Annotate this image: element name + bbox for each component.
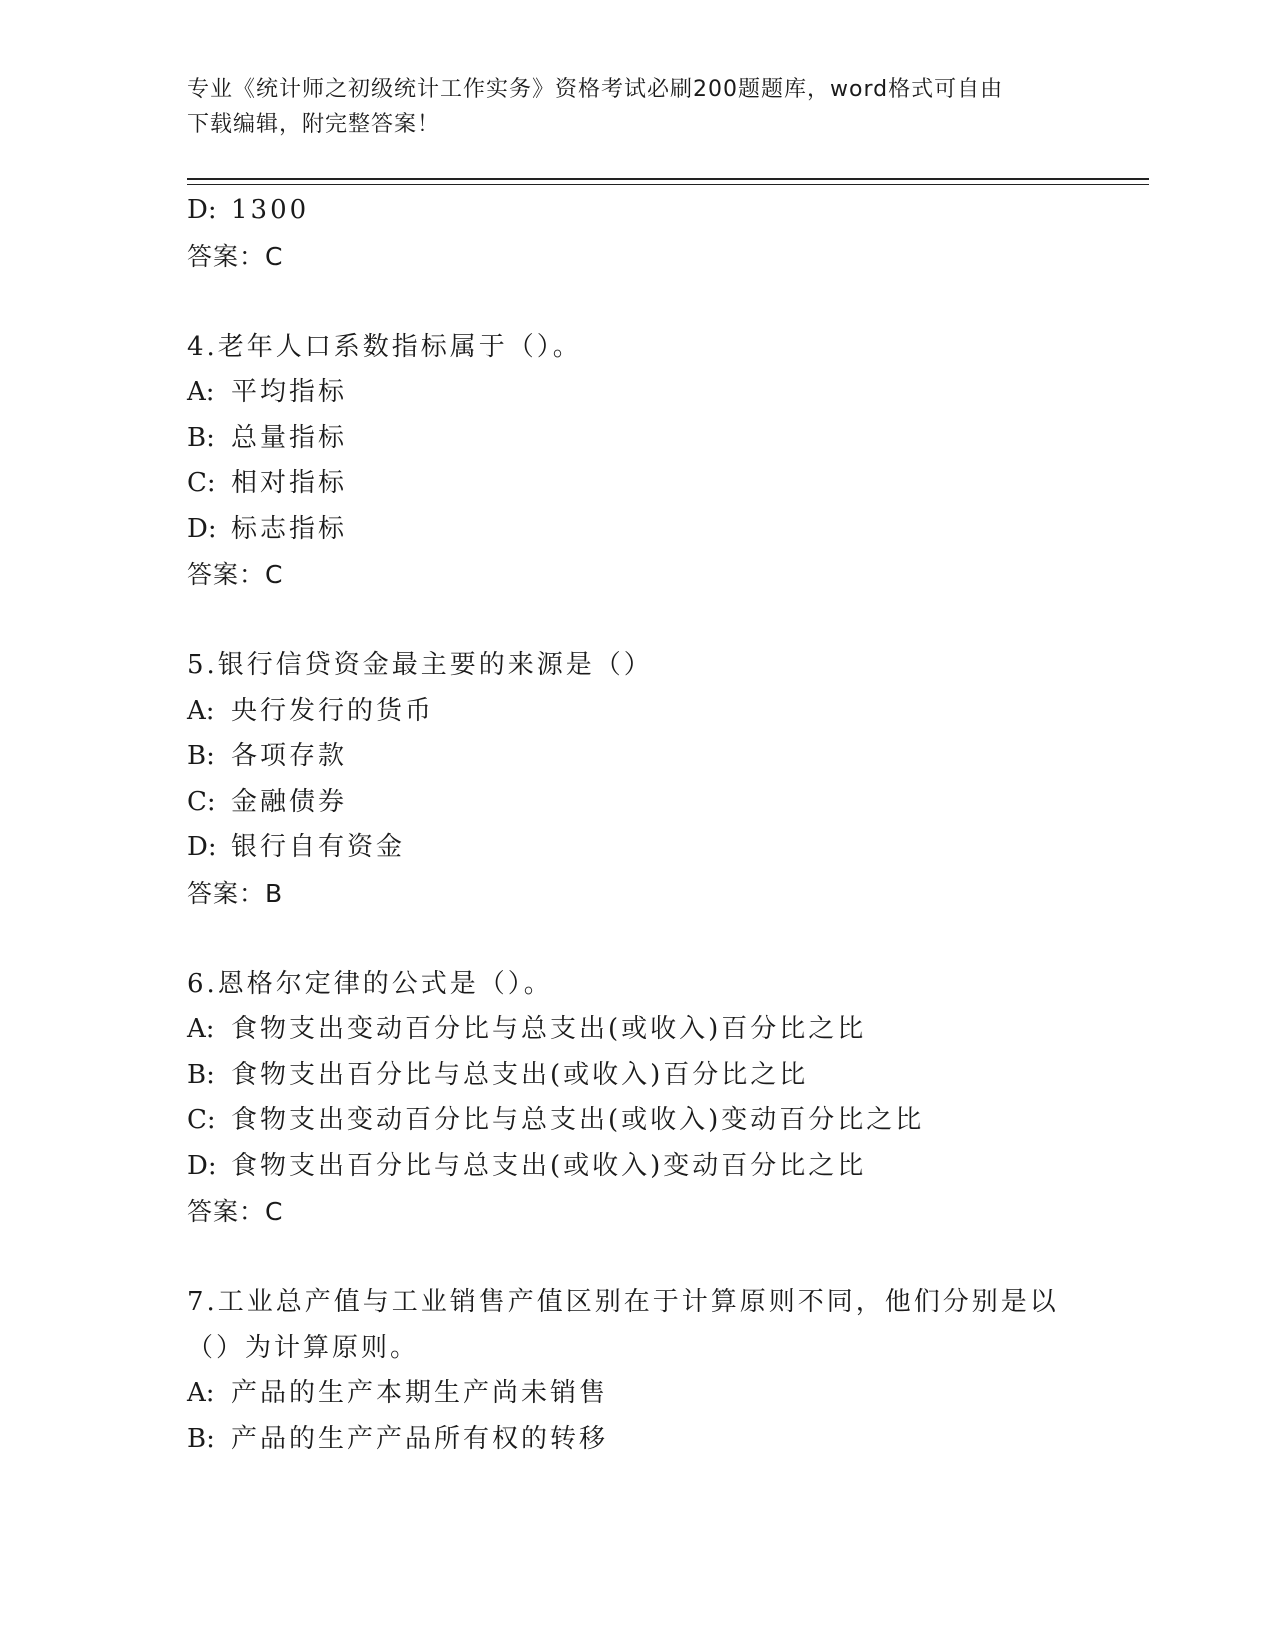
option-text: 食物支出百分比与总支出(或收入)百分比之比 <box>231 1059 809 1090</box>
q6-option-a <box>187 1007 1149 1053</box>
option-text: 食物支出变动百分比与总支出(或收入)变动百分比之比 <box>231 1105 925 1135</box>
q4-answer: 答案：C <box>187 560 284 589</box>
option-label: C: <box>187 1105 216 1135</box>
q7-option-a <box>187 1371 1149 1417</box>
q6-answer: 答案：C <box>187 1197 284 1226</box>
option-text: 食物支出变动百分比与总支出(或收入)百分比之比 <box>231 1014 867 1044</box>
option-label: A: <box>187 695 215 726</box>
option-label: B: <box>187 1423 215 1454</box>
option-label: A: <box>187 1014 215 1044</box>
spacer <box>187 279 1149 325</box>
option-text: 产品的生产产品所有权的转移 <box>231 1423 609 1454</box>
option-text: 各项存款 <box>231 741 348 771</box>
option-label: C: <box>187 786 216 817</box>
header-line-2: 下载编辑，附完整答案！ <box>187 112 441 137</box>
q4-option-d <box>187 507 1149 553</box>
q4-option-a <box>187 370 1149 416</box>
q5-answer: 答案：B <box>187 878 284 908</box>
q5-option-b <box>187 734 1149 780</box>
option-text: 相对指标 <box>231 468 348 498</box>
q5-option-c <box>187 780 1149 826</box>
q6-stem: 6.恩格尔定律的公式是（）。 <box>187 968 553 999</box>
question-list <box>187 188 1149 1462</box>
option-label: A: <box>187 377 215 407</box>
spacer <box>187 1235 1149 1281</box>
q5-option-d <box>187 825 1149 871</box>
option-label: D: <box>187 832 217 862</box>
q4-stem: 4.老年人口系数指标属于（）。 <box>187 331 582 362</box>
spacer <box>187 916 1149 962</box>
option-text: 1300 <box>231 195 310 225</box>
q3-option-d <box>187 188 1149 234</box>
option-text: 平均指标 <box>231 377 348 407</box>
q5-stem: 5.银行信贷资金最主要的来源是（） <box>187 650 653 680</box>
option-label: C: <box>187 468 216 498</box>
q6-option-b <box>187 1053 1149 1099</box>
option-text: 总量指标 <box>231 422 348 453</box>
document-header <box>187 72 1077 142</box>
option-text: 银行自有资金 <box>231 832 406 862</box>
q7-option-b <box>187 1417 1149 1463</box>
header-line-1: 专业《统计师之初级统计工作实务》资格考试必刷200题题库，word格式可自由 <box>187 77 1004 102</box>
option-label: D: <box>187 195 217 225</box>
q5-option-a <box>187 689 1149 735</box>
q3-answer: 答案：C <box>187 241 284 271</box>
option-text: 金融债券 <box>231 786 348 817</box>
header-rule-thick <box>187 178 1149 180</box>
q6-option-d <box>187 1144 1149 1190</box>
option-label: B: <box>187 422 215 453</box>
option-label: D: <box>187 1150 217 1181</box>
option-label: B: <box>187 741 215 771</box>
option-label: A: <box>187 1378 215 1408</box>
spacer <box>187 598 1149 644</box>
q6-option-c <box>187 1098 1149 1144</box>
option-text: 产品的生产本期生产尚未销售 <box>231 1378 609 1408</box>
q4-option-c <box>187 461 1149 507</box>
option-label: D: <box>187 513 217 544</box>
option-text: 央行发行的货币 <box>231 695 435 726</box>
option-text: 标志指标 <box>231 513 348 544</box>
q7-stem-line-2: （）为计算原则。 <box>187 1332 420 1363</box>
header-rule-thin <box>187 184 1149 185</box>
q4-option-b <box>187 416 1149 462</box>
option-text: 食物支出百分比与总支出(或收入)变动百分比之比 <box>231 1150 867 1181</box>
option-label: B: <box>187 1059 215 1090</box>
q7-stem-line-1: 7.工业总产值与工业销售产值区别在于计算原则不同，他们分别是以 <box>187 1287 1059 1317</box>
